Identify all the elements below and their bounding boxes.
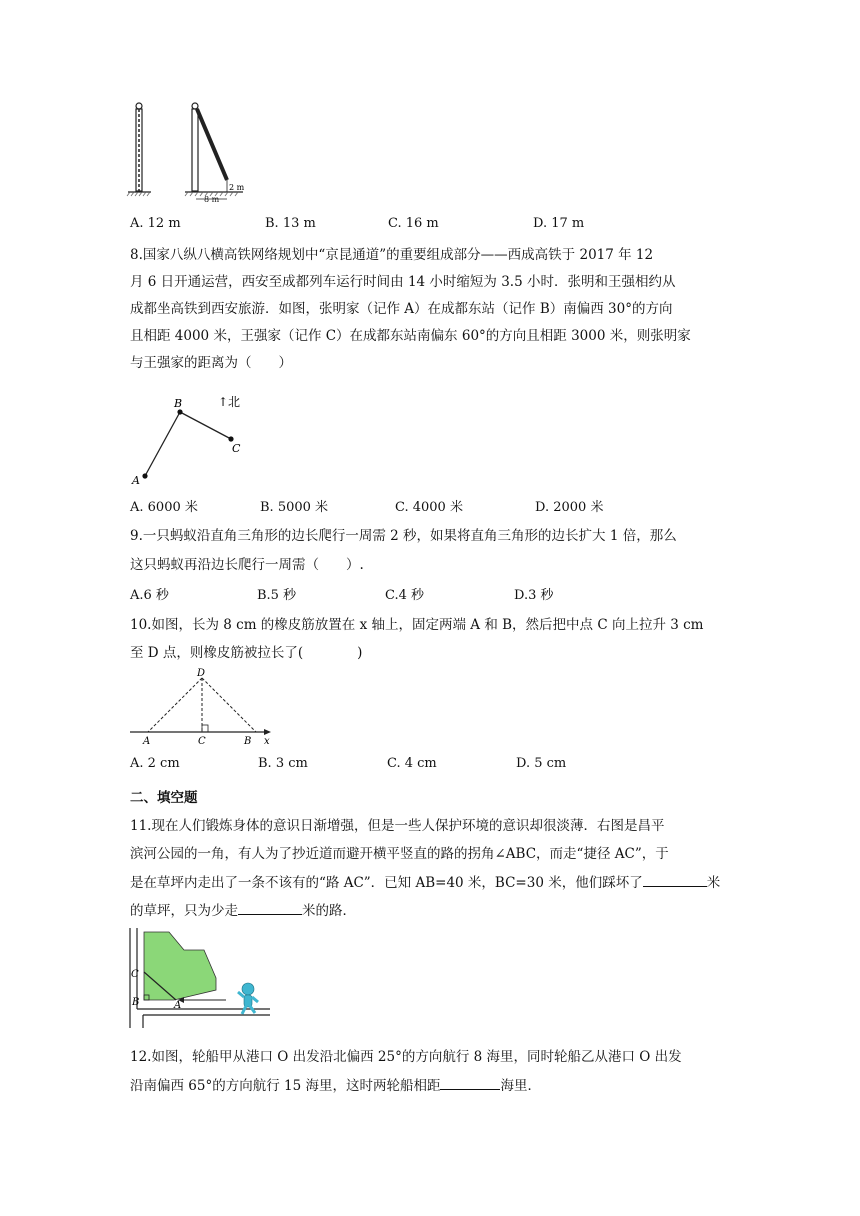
right-pole-top: [192, 103, 198, 109]
q11-line-2: 滨河公园的一角，有人为了抄近道而避开横平竖直的路的拐角∠ABC，而走“捷径 AC”，于: [130, 846, 669, 862]
label-b: B: [174, 397, 183, 410]
q10-option-c[interactable]: C. 4 cm: [387, 756, 437, 771]
q8-line-4: 且相距 4000 米，王强家（记作 C）在成都东站南偏东 60°的方向且相距 3000 米，则张明家: [130, 328, 691, 344]
q8-option-d[interactable]: D. 2000 米: [535, 500, 604, 515]
q12-line-2-b: 海里．: [500, 1078, 541, 1094]
segment-da: [148, 678, 202, 732]
label-2m: 2 m: [229, 183, 245, 192]
q11-line-4-b: 米的路．: [302, 903, 356, 919]
q8-line-5: 与王强家的距离为（ ）: [130, 355, 292, 371]
rope: [197, 109, 227, 180]
q8-line-3: 成都坐高铁到西安旅游．如图，张明家（记作 A）在成都东站（记作 B）南偏西 30°的方向: [130, 301, 673, 317]
q8-option-b[interactable]: B. 5000 米: [260, 500, 329, 515]
point-b: [177, 409, 182, 414]
section-title: 二、填空题: [130, 790, 198, 806]
label-c: C: [131, 969, 139, 980]
q11-line-1: 11.现在人们锻炼身体的意识日渐增强，但是一些人保护环境的意识却很淡薄．右图是昌平: [130, 818, 665, 834]
q10-option-d[interactable]: D. 5 cm: [516, 756, 567, 771]
label-a: A: [174, 1000, 182, 1011]
point-c: [228, 436, 233, 441]
q9-line-1: 9.一只蚂蚁沿直角三角形的边长爬行一周需 2 秒，如果将直角三角形的边长扩大 1 倍，那么: [130, 528, 677, 544]
q8-option-a[interactable]: A. 6000 米: [130, 500, 198, 515]
label-a: A: [143, 736, 151, 747]
q10-option-a[interactable]: A. 2 cm: [130, 756, 180, 771]
q11-line-3: [130, 871, 720, 891]
q12-line-2: [130, 1074, 541, 1094]
label-b: B: [132, 997, 140, 1008]
point-a: [142, 473, 147, 478]
q7-flagpole-figure: [125, 98, 245, 204]
q12-line-2-a: 沿南偏西 65°的方向航行 15 海里，这时两轮船相距: [130, 1078, 441, 1094]
q10-line-1: 10.如图，长为 8 cm 的橡皮筋放置在 x 轴上，固定两端 A 和 B，然后把中点 C 向上拉升 3 cm: [130, 617, 704, 633]
label-8m: 8 m: [204, 195, 220, 204]
q11-park-figure: [126, 926, 272, 1030]
q10-line-2: 至 D 点，则橡皮筋被拉长了( ): [130, 645, 363, 661]
q7-option-a[interactable]: A. 12 m: [130, 216, 181, 231]
q12-blank[interactable]: [440, 1076, 500, 1091]
label-b: B: [244, 736, 252, 747]
q8-line-2: 月 6 日开通运营，西安至成都列车运行时间由 14 小时缩短为 3.5 小时．张明和王强相约从: [130, 274, 676, 290]
right-pole: [192, 109, 198, 191]
q11-blank-1[interactable]: [643, 873, 707, 888]
label-x: x: [264, 736, 270, 747]
q7-option-c[interactable]: C. 16 m: [388, 216, 439, 231]
label-a: A: [132, 474, 140, 487]
segment-db: [202, 678, 256, 732]
label-d: D: [197, 668, 206, 679]
q9-option-c[interactable]: C.4 秒: [385, 588, 425, 603]
q9-option-d[interactable]: D.3 秒: [514, 588, 554, 603]
q7-option-b[interactable]: B. 13 m: [265, 216, 316, 231]
q11-line-3-text: 是在草坪内走出了一条不该有的“路 AC”．已知 AB=40 米，BC=30 米，他们踩坏了: [130, 875, 643, 891]
q10-rubber-band-figure: [128, 666, 278, 748]
q8-location-figure: [128, 390, 248, 486]
right-angle-mark: [202, 725, 208, 732]
q7-option-d[interactable]: D. 17 m: [533, 216, 585, 231]
q11-line-3-end: 米: [706, 875, 721, 891]
q9-option-b[interactable]: B.5 秒: [257, 588, 297, 603]
q8-line-1: 8.国家八纵八横高铁网络规划中“京昆通道”的重要组成部分——西成高铁于 2017 年 12: [130, 247, 654, 263]
segment-ab: [145, 412, 180, 476]
segment-bc: [180, 412, 231, 439]
lawn: [144, 932, 216, 1000]
label-c: C: [232, 442, 241, 455]
north-label: ↑北: [218, 395, 241, 409]
label-c: C: [198, 736, 206, 747]
q11-blank-2[interactable]: [238, 901, 302, 916]
q10-option-b[interactable]: B. 3 cm: [258, 756, 308, 771]
q12-line-1: 12.如图，轮船甲从港口 O 出发沿北偏西 25°的方向航行 8 海里，同时轮船乙从港口 O 出发: [130, 1049, 682, 1065]
q11-line-4-a: 的草坪，只为少走: [130, 903, 238, 919]
left-pole-top: [136, 103, 142, 109]
q9-line-2: 这只蚂蚁再沿边长爬行一周需（ ）.: [130, 557, 364, 573]
q11-line-4: [130, 899, 356, 919]
q8-option-c[interactable]: C. 4000 米: [395, 500, 463, 515]
q9-option-a[interactable]: A.6 秒: [130, 588, 169, 603]
